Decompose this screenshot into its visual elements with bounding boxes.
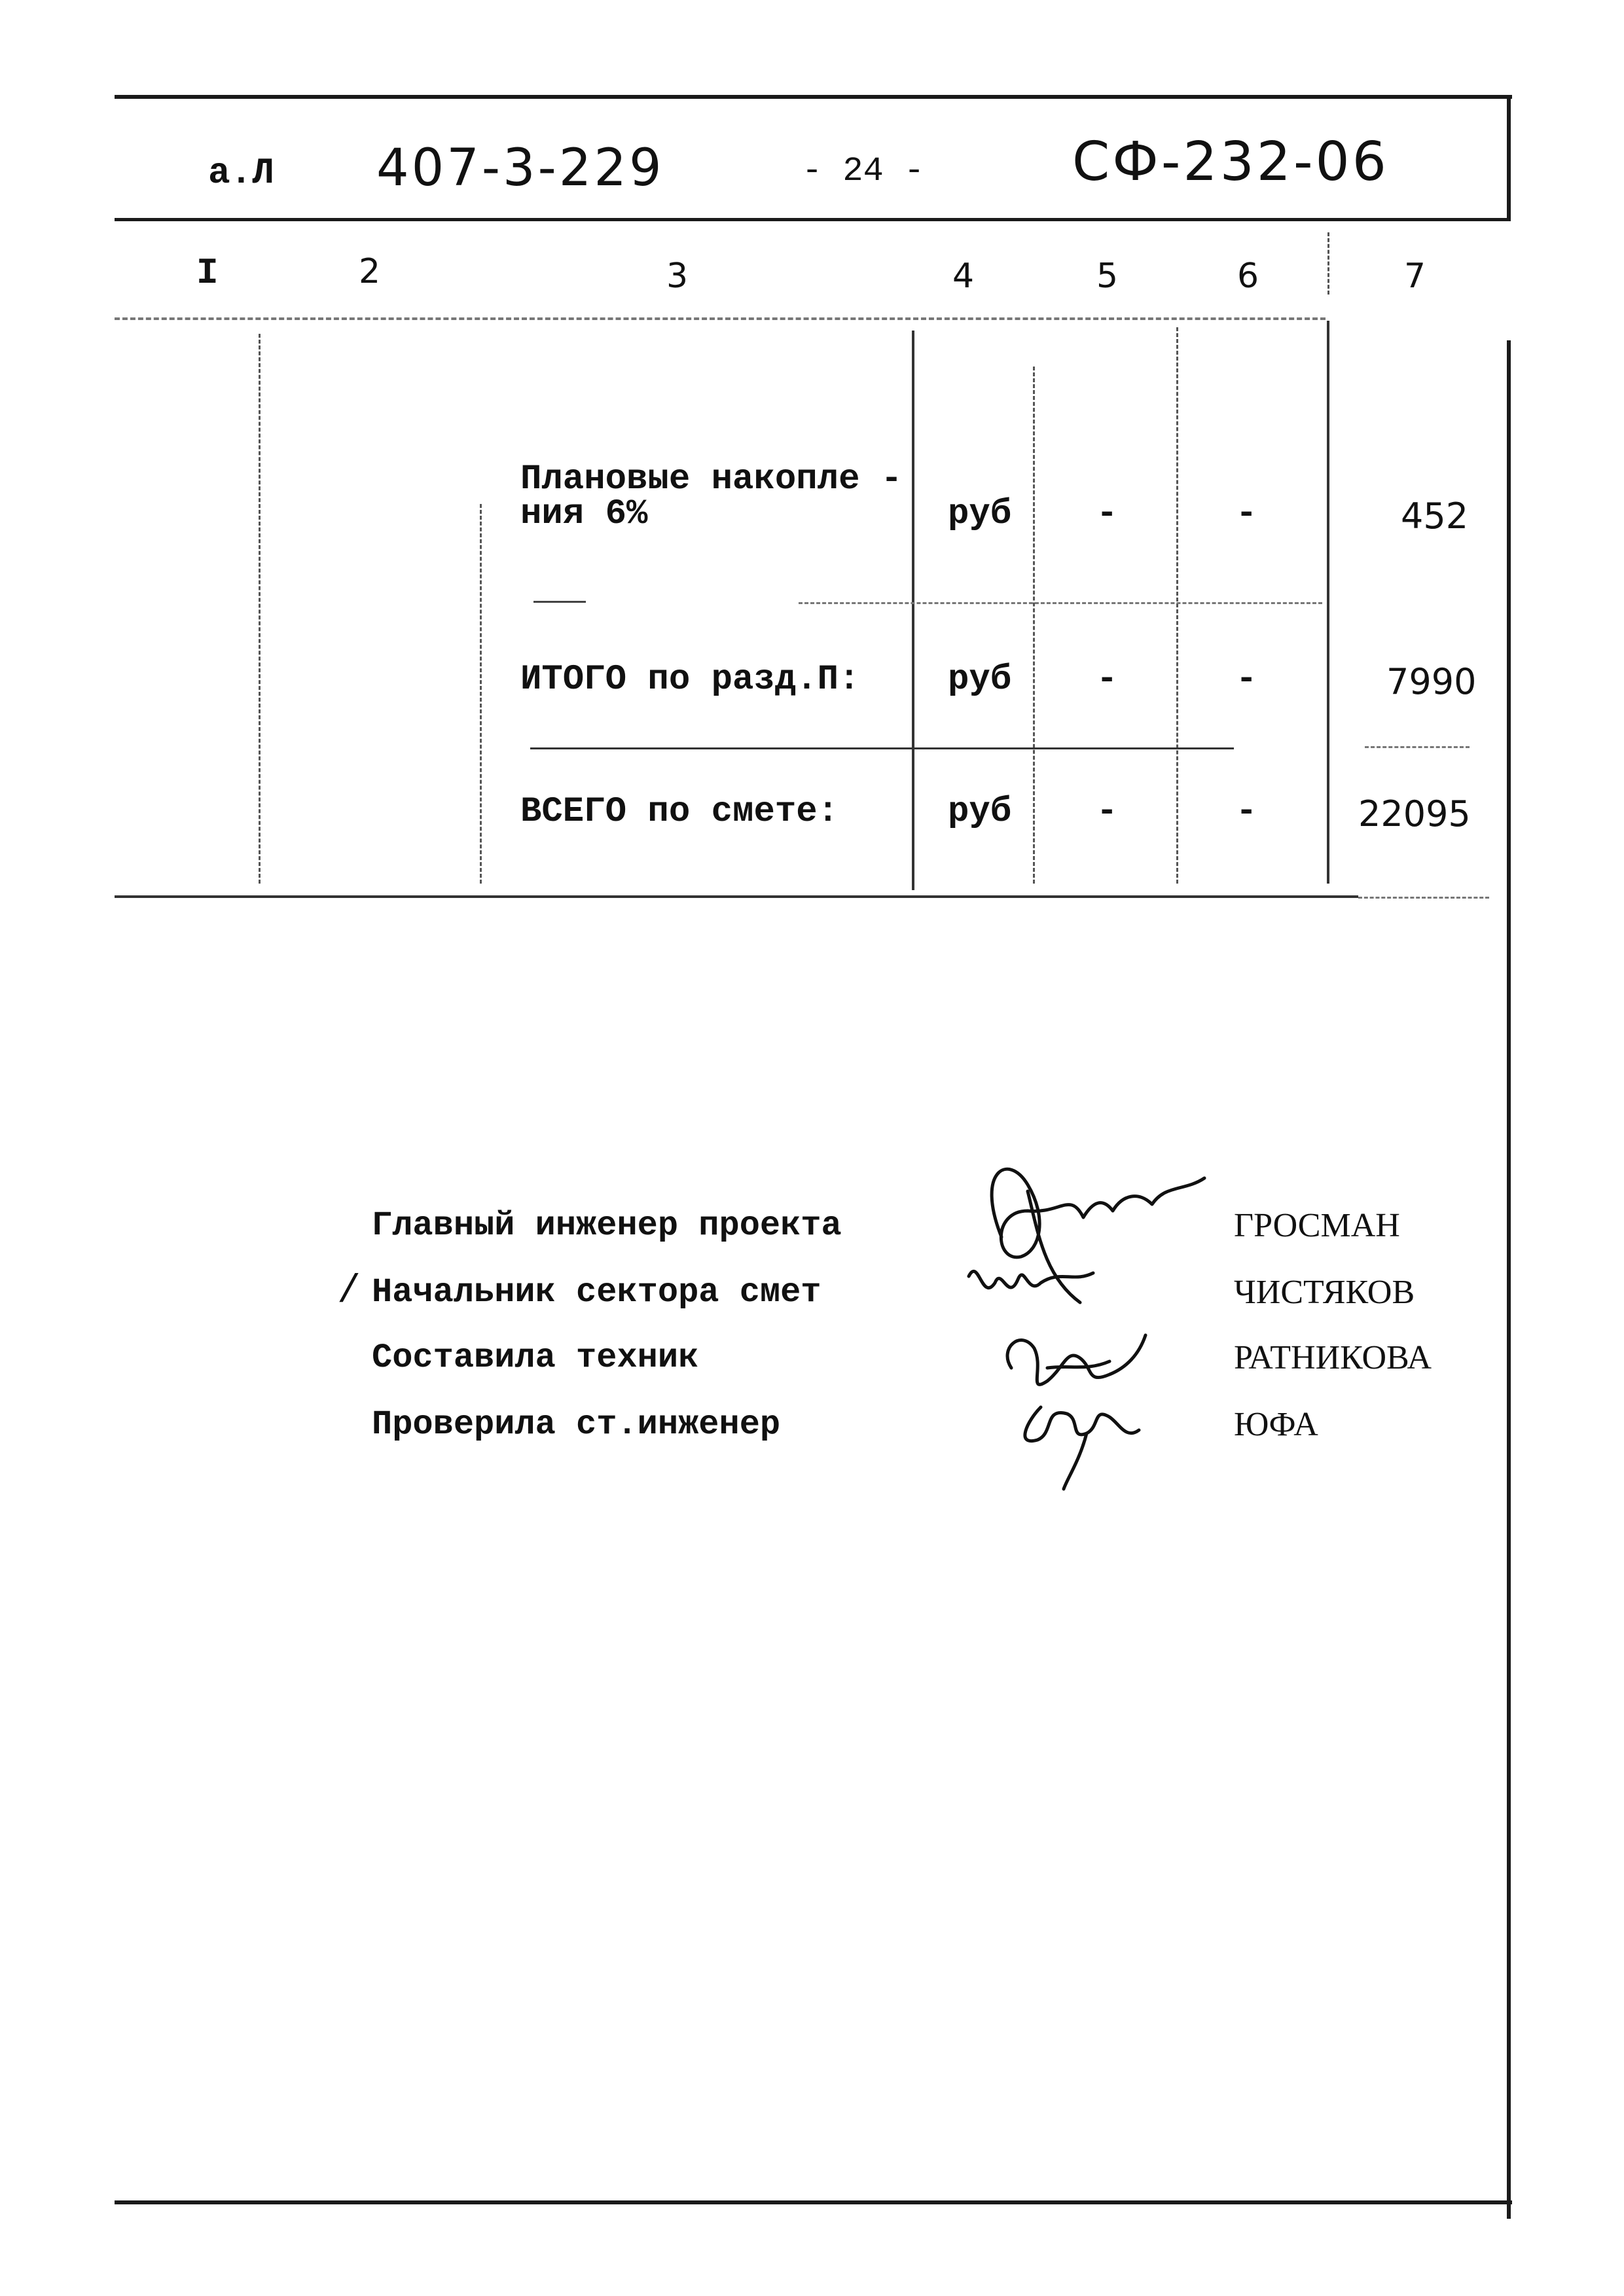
row-col6: - [1236, 494, 1257, 534]
handwritten-signature [929, 1132, 1257, 1499]
col6-divider [1176, 327, 1178, 884]
signature-role: Составила техник [372, 1338, 699, 1377]
col4-divider [912, 331, 914, 890]
signatory-name: РАТНИКОВА [1234, 1339, 1432, 1376]
column-header-divider [115, 317, 1326, 320]
row-unit: руб [948, 792, 1012, 832]
signature-role: Проверила ст.инженер [372, 1405, 781, 1444]
column-header-5: 5 [1096, 257, 1119, 296]
signatory-name: ЮФА [1234, 1406, 1318, 1443]
row2-separator [530, 747, 1234, 749]
signatory-name: ГРОСМАН [1234, 1207, 1400, 1244]
row1-separator-right [799, 602, 1322, 604]
column-header-3: 3 [666, 257, 689, 296]
frame-right-line-lower [1507, 340, 1511, 2219]
page-number: - 24 - [802, 152, 925, 190]
doc-code: СФ-232-06 [1072, 131, 1389, 193]
column-header-7: 7 [1404, 257, 1426, 296]
col7-divider [1327, 321, 1329, 884]
table-bottom-line-right [1358, 897, 1489, 899]
row-name-line1: ИТОГО по разд.П: [520, 660, 860, 700]
row-col6: - [1236, 792, 1257, 832]
col1-divider [259, 334, 261, 884]
row-name-line2: ния 6% [520, 494, 648, 534]
column-header-6: 6 [1237, 257, 1259, 296]
row-unit: руб [948, 494, 1012, 534]
row-col5: - [1096, 494, 1118, 534]
col7-top-divider [1327, 232, 1329, 295]
sheet-prefix: а.Л [208, 152, 274, 194]
row-value: 22095 [1358, 793, 1471, 834]
frame-right-line [1507, 95, 1511, 218]
frame-top-line [115, 95, 1512, 99]
row-unit: руб [948, 660, 1012, 700]
signatory-name: ЧИСТЯКОВ [1234, 1274, 1415, 1311]
row-col5: - [1096, 660, 1118, 700]
project-code: 407-3-229 [376, 139, 664, 198]
row-name-line1: Плановые накопле - [520, 459, 903, 499]
col3-divider [480, 504, 482, 884]
row-col6: - [1236, 660, 1257, 700]
row-value: 7990 [1386, 661, 1477, 702]
signature-role: Главный инженер проекта [372, 1206, 842, 1245]
row-name-line1: ВСЕГО по смете: [520, 792, 839, 832]
frame-bottom-line [115, 2200, 1512, 2204]
column-header-2: 2 [359, 252, 381, 291]
signature-role: Начальник сектора смет [372, 1273, 821, 1312]
row2-separator-right [1365, 746, 1470, 748]
col5-divider [1033, 367, 1035, 884]
row-value: 452 [1401, 495, 1469, 537]
row-col5: - [1096, 792, 1118, 832]
table-bottom-line [115, 895, 1358, 898]
column-header-1: I [196, 252, 219, 294]
role-mark: / [337, 1270, 361, 1314]
row1-separator [533, 601, 586, 603]
column-header-4: 4 [952, 257, 975, 296]
header-divider-line [115, 218, 1511, 221]
